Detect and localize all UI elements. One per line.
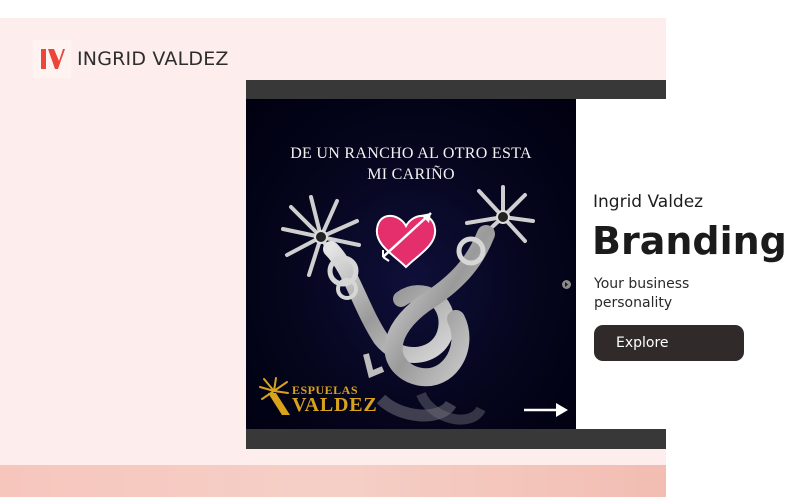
slide-info-panel bbox=[576, 99, 787, 429]
slide-headline bbox=[246, 143, 576, 185]
espuelas-brand-bottom: VALDEZ bbox=[292, 394, 378, 416]
chevron-right-icon bbox=[564, 282, 569, 287]
footer-band bbox=[0, 465, 666, 497]
panel-title: Branding bbox=[592, 219, 787, 263]
brand-header[interactable] bbox=[33, 40, 229, 78]
brand-name[interactable]: INGRID VALDEZ bbox=[77, 48, 229, 70]
headline-line-1: DE UN RANCHO AL OTRO ESTA bbox=[290, 145, 532, 162]
panel-description bbox=[594, 275, 794, 313]
iv-monogram-icon[interactable] bbox=[33, 40, 71, 78]
slide-nav-button[interactable] bbox=[562, 280, 571, 289]
image-slideshow bbox=[246, 80, 787, 449]
panel-description-line-1: Your business bbox=[594, 276, 690, 292]
headline-line-2: MI CARIÑO bbox=[367, 166, 455, 183]
slide-image bbox=[246, 99, 576, 429]
explore-button[interactable]: Explore bbox=[594, 325, 744, 361]
espuelas-brand-top: ESPUELAS bbox=[292, 383, 359, 397]
panel-subtitle: Ingrid Valdez bbox=[593, 192, 704, 212]
arrow-right-icon[interactable] bbox=[522, 400, 570, 420]
panel-description-line-2: personality bbox=[594, 295, 673, 311]
heart-arrow-icon bbox=[377, 213, 435, 267]
